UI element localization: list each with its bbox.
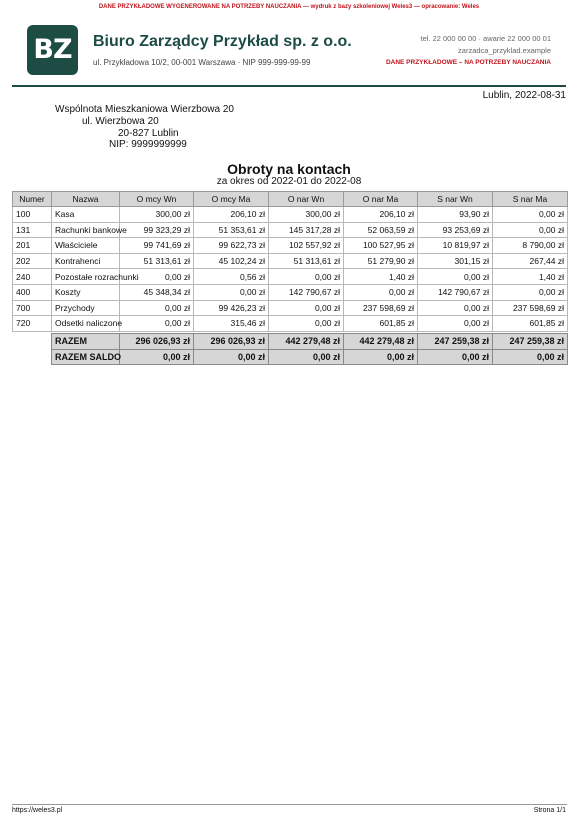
company-email: zarzadca_przyklad.example — [458, 46, 551, 55]
column-header-ytd-debit: O nar Wn — [269, 192, 344, 207]
ytd-credit: 0,00 zł — [344, 284, 418, 300]
balance-debit: 142 790,67 zł — [418, 284, 493, 300]
balance-debit: 0,00 zł — [418, 269, 493, 285]
balance-debit: 93 253,69 zł — [418, 222, 493, 238]
totals-label: RAZEM — [52, 334, 120, 350]
month-debit: 99 741,69 zł — [120, 238, 194, 254]
table-row — [13, 222, 568, 238]
month-debit: 0,00 zł — [120, 269, 194, 285]
account-name: Przychody — [52, 300, 120, 316]
month-credit: 45 102,24 zł — [194, 253, 269, 269]
header-divider — [12, 85, 566, 87]
month-credit: 206,10 zł — [194, 207, 269, 223]
balance-credit: 0,00 zł — [493, 222, 568, 238]
total-ytd-credit: 0,00 zł — [344, 349, 418, 365]
ytd-credit: 52 063,59 zł — [344, 222, 418, 238]
account-number: 201 — [13, 238, 52, 254]
column-header-name: Nazwa — [52, 192, 120, 207]
ytd-credit: 51 279,90 zł — [344, 253, 418, 269]
ytd-credit: 100 527,95 zł — [344, 238, 418, 254]
balance-credit: 0,00 zł — [493, 284, 568, 300]
account-number: 240 — [13, 269, 52, 285]
total-ytd-credit: 442 279,48 zł — [344, 334, 418, 350]
footer-divider — [12, 804, 567, 805]
ytd-debit: 300,00 zł — [269, 207, 344, 223]
month-credit: 99 426,23 zł — [194, 300, 269, 316]
document-date: Lublin, 2022-08-31 — [482, 90, 566, 101]
account-name: Właściciele — [52, 238, 120, 254]
month-credit: 99 622,73 zł — [194, 238, 269, 254]
balance-debit: 0,00 zł — [418, 300, 493, 316]
column-header-month-credit: O mcy Ma — [194, 192, 269, 207]
recipient-name: Wspólnota Mieszkaniowa Wierzbowa 20 — [55, 104, 234, 115]
balance-credit: 267,44 zł — [493, 253, 568, 269]
account-name: Pozostałe rozrachunki — [52, 269, 120, 285]
month-credit: 0,00 zł — [194, 284, 269, 300]
company-phone: tel. 22 000 00 00 · awarie 22 000 00 01 — [420, 34, 551, 43]
table-header-row — [13, 192, 568, 207]
month-credit: 315,46 zł — [194, 316, 269, 332]
company-logo: BZ — [27, 25, 78, 75]
balance-credit: 601,85 zł — [493, 316, 568, 332]
month-debit: 0,00 zł — [120, 316, 194, 332]
month-debit: 45 348,34 zł — [120, 284, 194, 300]
table-row — [13, 300, 568, 316]
company-notice: DANE PRZYKŁADOWE – NA POTRZEBY NAUCZANIA — [385, 59, 551, 66]
account-name: Kasa — [52, 207, 120, 223]
ytd-debit: 51 313,61 zł — [269, 253, 344, 269]
ytd-credit: 206,10 zł — [344, 207, 418, 223]
ytd-debit: 0,00 zł — [269, 316, 344, 332]
total-ytd-debit: 0,00 zł — [269, 349, 344, 365]
balance-credit: 237 598,69 zł — [493, 300, 568, 316]
account-number: 100 — [13, 207, 52, 223]
column-header-month-debit: O mcy Wn — [120, 192, 194, 207]
totals-row — [52, 334, 568, 350]
account-name: Koszty — [52, 284, 120, 300]
table-row — [13, 269, 568, 285]
table-row — [13, 253, 568, 269]
account-number: 400 — [13, 284, 52, 300]
total-balance-credit: 247 259,38 zł — [493, 334, 568, 350]
column-header-ytd-credit: O nar Ma — [344, 192, 418, 207]
ytd-debit: 145 317,28 zł — [269, 222, 344, 238]
month-credit: 0,56 zł — [194, 269, 269, 285]
month-credit: 51 353,61 zł — [194, 222, 269, 238]
balance-debit: 93,90 zł — [418, 207, 493, 223]
ytd-credit: 601,85 zł — [344, 316, 418, 332]
ytd-debit: 0,00 zł — [269, 300, 344, 316]
total-balance-debit: 247 259,38 zł — [418, 334, 493, 350]
ytd-debit: 102 557,92 zł — [269, 238, 344, 254]
balance-credit: 1,40 zł — [493, 269, 568, 285]
account-number: 131 — [13, 222, 52, 238]
page-number: Strona 1/1 — [533, 807, 566, 814]
footer-url: https://weles3.pl — [12, 807, 63, 814]
account-turnover-table — [12, 191, 568, 332]
ytd-credit: 1,40 zł — [344, 269, 418, 285]
column-header-number: Numer — [13, 192, 52, 207]
totals-label: RAZEM SALDO — [52, 349, 120, 365]
total-balance-credit: 0,00 zł — [493, 349, 568, 365]
account-number: 202 — [13, 253, 52, 269]
account-name: Odsetki naliczone — [52, 316, 120, 332]
company-address: ul. Przykładowa 10/2, 00-001 Warszawa · NIP 999-999-99-99 — [93, 58, 311, 67]
account-number: 720 — [13, 316, 52, 332]
balance-credit: 8 790,00 zł — [493, 238, 568, 254]
table-row — [13, 284, 568, 300]
total-month-debit: 296 026,93 zł — [120, 334, 194, 350]
account-name: Rachunki bankowe — [52, 222, 120, 238]
sample-data-banner: DANE PRZYKŁADOWE WYGENEROWANE NA POTRZEBY NAUCZANIA — wydruk z bazy szkoleniowej Weles3 — opracowanie: Weles — [98, 4, 480, 10]
total-balance-debit: 0,00 zł — [418, 349, 493, 365]
total-month-credit: 0,00 zł — [194, 349, 269, 365]
ytd-credit: 237 598,69 zł — [344, 300, 418, 316]
recipient-city: 20-827 Lublin — [118, 128, 179, 139]
totals-row — [52, 349, 568, 365]
column-header-balance-debit: S nar Wn — [418, 192, 493, 207]
column-header-balance-credit: S nar Ma — [493, 192, 568, 207]
document-subtitle: za okres od 2022-01 do 2022-08 — [216, 176, 362, 187]
account-number: 700 — [13, 300, 52, 316]
account-name: Kontrahenci — [52, 253, 120, 269]
recipient-nip: NIP: 9999999999 — [109, 139, 187, 150]
month-debit: 0,00 zł — [120, 300, 194, 316]
document-title: Obroty na kontach — [227, 161, 351, 177]
month-debit: 300,00 zł — [120, 207, 194, 223]
table-row — [13, 316, 568, 332]
recipient-street: ul. Wierzbowa 20 — [82, 116, 159, 127]
ytd-debit: 142 790,67 zł — [269, 284, 344, 300]
total-month-debit: 0,00 zł — [120, 349, 194, 365]
total-ytd-debit: 442 279,48 zł — [269, 334, 344, 350]
balance-credit: 0,00 zł — [493, 207, 568, 223]
table-row — [13, 238, 568, 254]
balance-debit: 301,15 zł — [418, 253, 493, 269]
ytd-debit: 0,00 zł — [269, 269, 344, 285]
balance-debit: 0,00 zł — [418, 316, 493, 332]
table-row — [13, 207, 568, 223]
total-month-credit: 296 026,93 zł — [194, 334, 269, 350]
totals-table — [51, 333, 568, 365]
balance-debit: 10 819,97 zł — [418, 238, 493, 254]
company-name: Biuro Zarządcy Przykład sp. z o.o. — [93, 33, 352, 50]
month-debit: 99 323,29 zł — [120, 222, 194, 238]
month-debit: 51 313,61 zł — [120, 253, 194, 269]
